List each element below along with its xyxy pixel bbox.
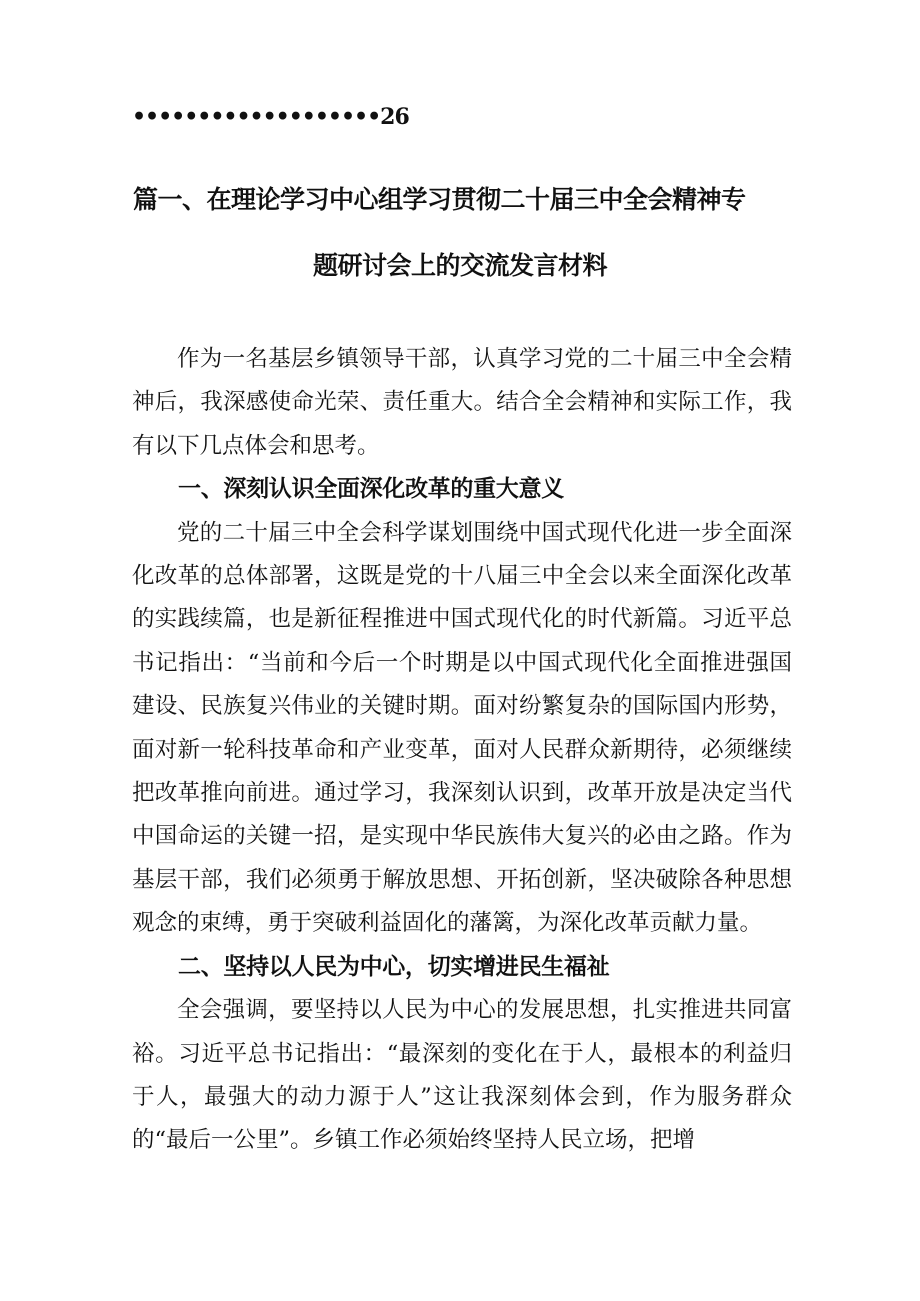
intro-paragraph: 作为一名基层乡镇领导干部，认真学习党的二十届三中全会精神后，我深感使命光荣、责任重大。结合全会精神和实际工作，我有以下几点体会和思考。 <box>132 346 792 459</box>
section-2-heading: 二、坚持以人民为中心，切实增进民生福祉 <box>178 953 610 980</box>
document-title-line-2: 题研讨会上的交流发言材料 <box>312 251 607 280</box>
document-body <box>132 338 792 1163</box>
toc-entry[interactable] <box>132 104 409 130</box>
section-1-paragraph: 党的二十届三中全会科学谋划围绕中国式现代化进一步全面深化改革的总体部署，这既是党的十八届三中全会以来全面深化改革的实践续篇，也是新征程推进中国式现代化的时代新篇。习近平总书记指出：“当前和今后一个时期是以中国式现代化全面推进强国建设、民族复兴伟业的关键时期。面对纷繁复杂的国际国内形势，面对新一轮科技革命和产业变革，面对人民群众新期待，必须继续把改革推向前进。通过学习，我深刻认识到，改革开放是决定当代中国命运的关键一招，是实现中华民族伟大复兴的必由之路。作为基层干部，我们必须勇于解放思想、开拓创新，坚决破除各种思想观念的束缚，勇于突破利益固化的藩篱，为深化改革贡献力量。 <box>132 519 792 937</box>
document-title-line-1: 篇一、在理论学习中心组学习贯彻二十届三中全会精神专 <box>133 185 746 214</box>
toc-leader-dots: ••••••••••••••••••• <box>132 104 381 130</box>
section-1-heading: 一、深刻认识全面深化改革的重大意义 <box>178 476 564 503</box>
section-2-paragraph: 全会强调，要坚持以人民为中心的发展思想，扎实推进共同富裕。习近平总书记指出：“最深刻的变化在于人，最根本的利益归于人，最强大的动力源于人”这让我深刻体会到，作为服务群众的“最后一公里”。乡镇工作必须始终坚持人民立场，把增 <box>132 997 792 1154</box>
toc-page-number: 26 <box>380 104 409 130</box>
